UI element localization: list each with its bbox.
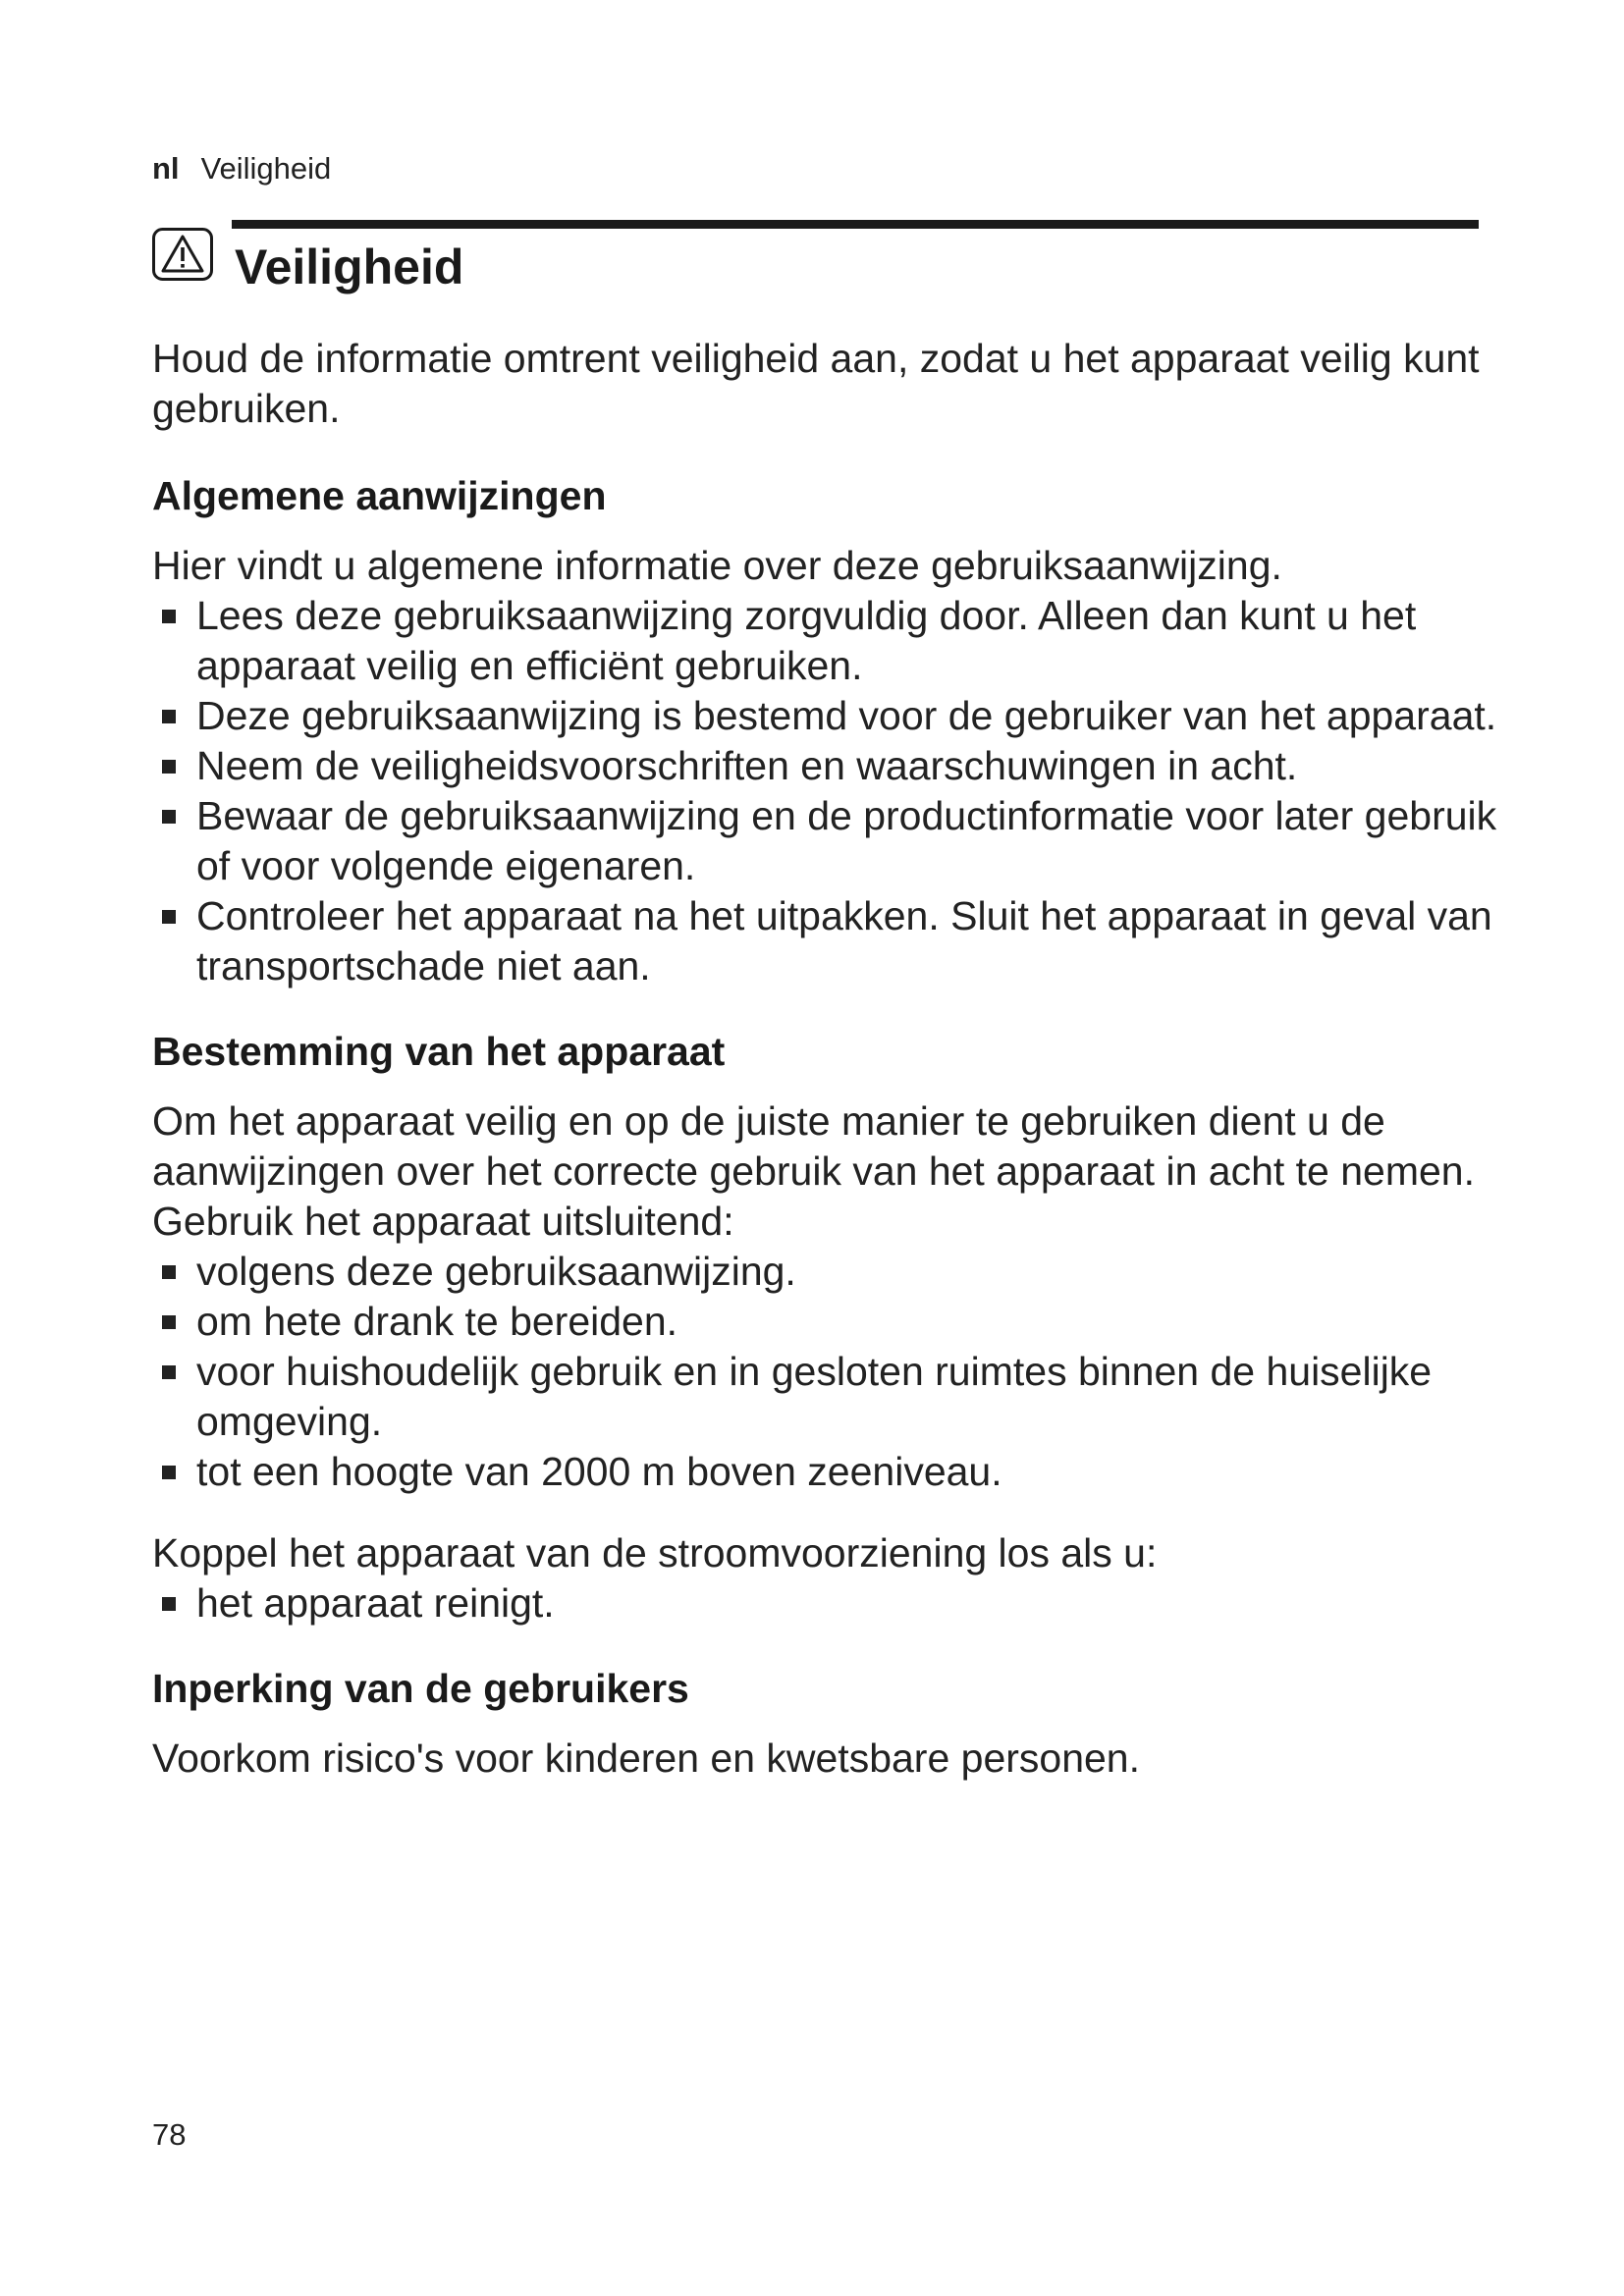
list-item <box>152 791 1517 891</box>
spacer <box>152 1497 1517 1528</box>
list-item <box>152 1578 1517 1629</box>
square-bullet-icon <box>162 1265 176 1279</box>
list-item-text: Controleer het apparaat na het uitpakken. Sluit het apparaat in geval van transportschade niet aan. <box>196 893 1492 988</box>
running-header-section: Veiligheid <box>200 151 332 186</box>
section-heading-user-restriction: Inperking van de gebruikers <box>152 1666 689 1711</box>
square-bullet-icon <box>162 1597 176 1611</box>
list-item <box>152 691 1517 741</box>
title-rule <box>232 220 1479 229</box>
section-paragraph: Om het apparaat veilig en op de juiste manier te gebruiken dient u de aanwijzingen over het correcte gebruik van het apparaat in acht te nemen. <box>152 1098 1475 1194</box>
main-content <box>152 334 1517 1784</box>
warning-triangle-icon <box>152 228 213 281</box>
list-item <box>152 1297 1517 1347</box>
language-code: nl <box>152 151 180 186</box>
spacer <box>152 991 1517 1027</box>
bullet-list-disconnect <box>152 1578 1517 1629</box>
list-item <box>152 891 1517 991</box>
list-item-text: Lees deze gebruiksaanwijzing zorgvuldig door. Alleen dan kunt u het apparaat veilig en efficiënt gebruiken. <box>196 593 1417 688</box>
list-item-text: tot een hoogte van 2000 m boven zeeniveau. <box>196 1449 1002 1494</box>
square-bullet-icon <box>162 1315 176 1329</box>
square-bullet-icon <box>162 910 176 924</box>
list-item <box>152 1347 1517 1447</box>
section-paragraph: Gebruik het apparaat uitsluitend: <box>152 1199 734 1244</box>
bullet-list-intended-use <box>152 1247 1517 1497</box>
page-number: 78 <box>152 2117 187 2152</box>
section-paragraph: Voorkom risico's voor kinderen en kwetsbare personen. <box>152 1735 1141 1781</box>
list-item-text: voor huishoudelijk gebruik en in gesloten ruimtes binnen de huiselijke omgeving. <box>196 1349 1433 1444</box>
list-item-text: Bewaar de gebruiksaanwijzing en de productinformatie voor later gebruik of voor volgende eigenaren. <box>196 793 1497 888</box>
page-title: Veiligheid <box>235 240 464 294</box>
list-item <box>152 1447 1517 1497</box>
spacer <box>152 1629 1517 1664</box>
list-item-text: het apparaat reinigt. <box>196 1580 555 1626</box>
list-item-text: volgens deze gebruiksaanwijzing. <box>196 1249 796 1294</box>
square-bullet-icon <box>162 810 176 824</box>
list-item-text: Deze gebruiksaanwijzing is bestemd voor de gebruiker van het apparaat. <box>196 693 1497 738</box>
list-item-text: Neem de veiligheidsvoorschriften en waarschuwingen in acht. <box>196 743 1298 788</box>
intro-paragraph: Houd de informatie omtrent veiligheid aan, zodat u het apparaat veilig kunt gebruiken. <box>152 336 1480 431</box>
square-bullet-icon <box>162 1365 176 1379</box>
list-item-text: om hete drank te bereiden. <box>196 1299 678 1344</box>
section-heading-general: Algemene aanwijzingen <box>152 473 607 518</box>
square-bullet-icon <box>162 1466 176 1479</box>
list-item <box>152 591 1517 691</box>
section-paragraph: Hier vindt u algemene informatie over deze gebruiksaanwijzing. <box>152 543 1282 588</box>
list-item <box>152 741 1517 791</box>
section-paragraph: Koppel het apparaat van de stroomvoorziening los als u: <box>152 1530 1158 1575</box>
square-bullet-icon <box>162 760 176 774</box>
list-item <box>152 1247 1517 1297</box>
bullet-list-general <box>152 591 1517 991</box>
section-heading-intended-use: Bestemming van het apparaat <box>152 1029 726 1074</box>
square-bullet-icon <box>162 710 176 723</box>
square-bullet-icon <box>162 610 176 623</box>
running-header <box>152 149 331 188</box>
